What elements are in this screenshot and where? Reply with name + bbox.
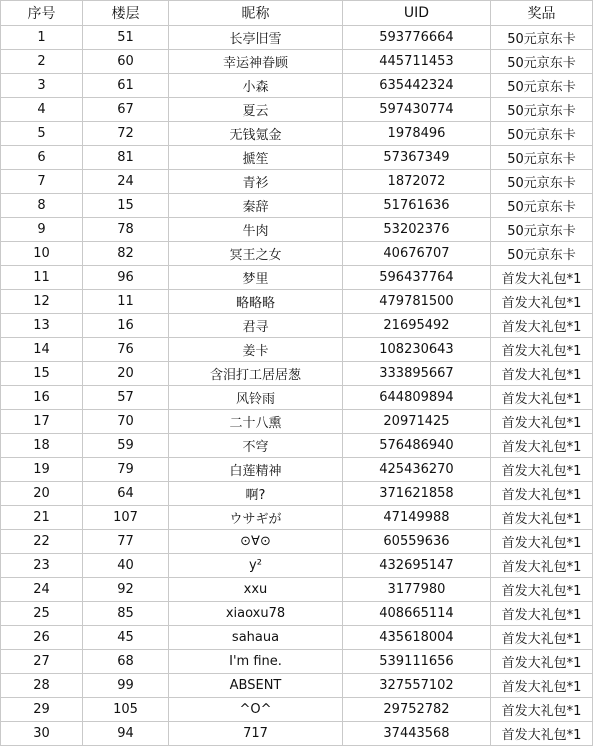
cell-index: 19: [1, 458, 83, 482]
cell-prize: 首发大礼包*1: [491, 698, 593, 722]
cell-uid: 3177980: [343, 578, 491, 602]
cell-nickname: 青衫: [169, 170, 343, 194]
table-row: [1, 578, 593, 602]
cell-nickname: I'm fine.: [169, 650, 343, 674]
table-row: [1, 530, 593, 554]
table-header: [1, 1, 593, 26]
cell-uid: 1978496: [343, 122, 491, 146]
header-prize: 奖品: [491, 1, 593, 26]
cell-prize: 50元京东卡: [491, 122, 593, 146]
cell-nickname: ^O^: [169, 698, 343, 722]
cell-floor: 92: [83, 578, 169, 602]
cell-nickname: 风铃雨: [169, 386, 343, 410]
cell-floor: 45: [83, 626, 169, 650]
cell-index: 22: [1, 530, 83, 554]
cell-uid: 29752782: [343, 698, 491, 722]
cell-uid: 644809894: [343, 386, 491, 410]
table-row: [1, 122, 593, 146]
cell-index: 24: [1, 578, 83, 602]
cell-index: 29: [1, 698, 83, 722]
cell-prize: 50元京东卡: [491, 170, 593, 194]
cell-uid: 593776664: [343, 26, 491, 50]
cell-prize: 首发大礼包*1: [491, 410, 593, 434]
cell-floor: 85: [83, 602, 169, 626]
cell-floor: 79: [83, 458, 169, 482]
cell-prize: 50元京东卡: [491, 218, 593, 242]
cell-prize: 首发大礼包*1: [491, 578, 593, 602]
table-row: [1, 722, 593, 746]
cell-floor: 57: [83, 386, 169, 410]
cell-uid: 596437764: [343, 266, 491, 290]
table-row: [1, 410, 593, 434]
header-uid: UID: [343, 1, 491, 26]
cell-floor: 51: [83, 26, 169, 50]
cell-floor: 15: [83, 194, 169, 218]
cell-prize: 50元京东卡: [491, 26, 593, 50]
cell-prize: 首发大礼包*1: [491, 482, 593, 506]
cell-index: 6: [1, 146, 83, 170]
cell-uid: 53202376: [343, 218, 491, 242]
cell-prize: 首发大礼包*1: [491, 554, 593, 578]
cell-prize: 50元京东卡: [491, 98, 593, 122]
cell-uid: 37443568: [343, 722, 491, 746]
cell-index: 12: [1, 290, 83, 314]
cell-floor: 60: [83, 50, 169, 74]
table-row: [1, 74, 593, 98]
cell-index: 26: [1, 626, 83, 650]
table-row: [1, 674, 593, 698]
cell-index: 17: [1, 410, 83, 434]
cell-floor: 107: [83, 506, 169, 530]
cell-uid: 432695147: [343, 554, 491, 578]
cell-prize: 50元京东卡: [491, 74, 593, 98]
cell-nickname: 长亭旧雪: [169, 26, 343, 50]
cell-index: 25: [1, 602, 83, 626]
cell-floor: 24: [83, 170, 169, 194]
table-row: [1, 458, 593, 482]
cell-index: 28: [1, 674, 83, 698]
cell-floor: 96: [83, 266, 169, 290]
cell-prize: 首发大礼包*1: [491, 722, 593, 746]
cell-index: 21: [1, 506, 83, 530]
cell-floor: 99: [83, 674, 169, 698]
cell-nickname: ABSENT: [169, 674, 343, 698]
table-row: [1, 314, 593, 338]
cell-uid: 1872072: [343, 170, 491, 194]
table-row: [1, 698, 593, 722]
cell-floor: 105: [83, 698, 169, 722]
cell-nickname: 幸运神眷顾: [169, 50, 343, 74]
cell-index: 5: [1, 122, 83, 146]
cell-nickname: 无钱氪金: [169, 122, 343, 146]
table-row: [1, 338, 593, 362]
header-row: [1, 1, 593, 26]
cell-prize: 首发大礼包*1: [491, 650, 593, 674]
table-row: [1, 50, 593, 74]
cell-uid: 333895667: [343, 362, 491, 386]
cell-index: 14: [1, 338, 83, 362]
cell-floor: 72: [83, 122, 169, 146]
cell-uid: 576486940: [343, 434, 491, 458]
cell-nickname: 姜卡: [169, 338, 343, 362]
cell-index: 7: [1, 170, 83, 194]
cell-prize: 首发大礼包*1: [491, 674, 593, 698]
cell-uid: 40676707: [343, 242, 491, 266]
cell-uid: 21695492: [343, 314, 491, 338]
cell-index: 1: [1, 26, 83, 50]
cell-uid: 51761636: [343, 194, 491, 218]
table-row: [1, 98, 593, 122]
table-row: [1, 602, 593, 626]
cell-index: 20: [1, 482, 83, 506]
cell-index: 27: [1, 650, 83, 674]
cell-uid: 425436270: [343, 458, 491, 482]
cell-uid: 635442324: [343, 74, 491, 98]
cell-floor: 11: [83, 290, 169, 314]
cell-prize: 50元京东卡: [491, 194, 593, 218]
cell-uid: 327557102: [343, 674, 491, 698]
cell-nickname: 君寻: [169, 314, 343, 338]
table-row: [1, 434, 593, 458]
cell-index: 13: [1, 314, 83, 338]
cell-index: 9: [1, 218, 83, 242]
table-row: [1, 170, 593, 194]
cell-prize: 首发大礼包*1: [491, 626, 593, 650]
cell-index: 4: [1, 98, 83, 122]
table-row: [1, 506, 593, 530]
cell-prize: 首发大礼包*1: [491, 602, 593, 626]
cell-uid: 479781500: [343, 290, 491, 314]
cell-prize: 首发大礼包*1: [491, 266, 593, 290]
cell-uid: 597430774: [343, 98, 491, 122]
cell-nickname: 牛肉: [169, 218, 343, 242]
cell-index: 30: [1, 722, 83, 746]
cell-floor: 78: [83, 218, 169, 242]
cell-floor: 61: [83, 74, 169, 98]
cell-floor: 16: [83, 314, 169, 338]
cell-prize: 50元京东卡: [491, 50, 593, 74]
cell-nickname: sahaua: [169, 626, 343, 650]
cell-uid: 408665114: [343, 602, 491, 626]
cell-nickname: ウサギが: [169, 506, 343, 530]
cell-prize: 50元京东卡: [491, 242, 593, 266]
cell-uid: 445711453: [343, 50, 491, 74]
cell-prize: 首发大礼包*1: [491, 314, 593, 338]
cell-floor: 40: [83, 554, 169, 578]
cell-nickname: 717: [169, 722, 343, 746]
cell-nickname: 啊?: [169, 482, 343, 506]
table-row: [1, 386, 593, 410]
cell-floor: 94: [83, 722, 169, 746]
cell-floor: 59: [83, 434, 169, 458]
cell-floor: 82: [83, 242, 169, 266]
cell-index: 18: [1, 434, 83, 458]
cell-index: 11: [1, 266, 83, 290]
cell-prize: 首发大礼包*1: [491, 386, 593, 410]
table-row: [1, 26, 593, 50]
cell-prize: 首发大礼包*1: [491, 434, 593, 458]
cell-nickname: 冥王之女: [169, 242, 343, 266]
table-row: [1, 482, 593, 506]
cell-nickname: 二十八熏: [169, 410, 343, 434]
header-index: 序号: [1, 1, 83, 26]
cell-prize: 首发大礼包*1: [491, 338, 593, 362]
cell-nickname: 略略略: [169, 290, 343, 314]
cell-index: 2: [1, 50, 83, 74]
table-body: [1, 26, 593, 746]
table-row: [1, 194, 593, 218]
cell-nickname: ⊙∀⊙: [169, 530, 343, 554]
table-row: [1, 218, 593, 242]
cell-prize: 首发大礼包*1: [491, 362, 593, 386]
cell-floor: 20: [83, 362, 169, 386]
table-row: [1, 554, 593, 578]
table-row: [1, 290, 593, 314]
cell-uid: 60559636: [343, 530, 491, 554]
cell-floor: 68: [83, 650, 169, 674]
cell-index: 3: [1, 74, 83, 98]
cell-nickname: xxu: [169, 578, 343, 602]
cell-nickname: 夏云: [169, 98, 343, 122]
cell-nickname: 搋笙: [169, 146, 343, 170]
cell-nickname: 含泪打工居居葱: [169, 362, 343, 386]
cell-nickname: xiaoxu78: [169, 602, 343, 626]
cell-nickname: 秦辞: [169, 194, 343, 218]
cell-floor: 76: [83, 338, 169, 362]
cell-floor: 67: [83, 98, 169, 122]
cell-prize: 首发大礼包*1: [491, 458, 593, 482]
cell-index: 15: [1, 362, 83, 386]
table-row: [1, 146, 593, 170]
cell-uid: 20971425: [343, 410, 491, 434]
cell-floor: 81: [83, 146, 169, 170]
header-floor: 楼层: [83, 1, 169, 26]
cell-floor: 64: [83, 482, 169, 506]
cell-uid: 47149988: [343, 506, 491, 530]
cell-prize: 50元京东卡: [491, 146, 593, 170]
table-row: [1, 362, 593, 386]
table-row: [1, 626, 593, 650]
cell-index: 8: [1, 194, 83, 218]
table-row: [1, 242, 593, 266]
cell-floor: 70: [83, 410, 169, 434]
cell-nickname: 不穹: [169, 434, 343, 458]
cell-prize: 首发大礼包*1: [491, 506, 593, 530]
cell-index: 10: [1, 242, 83, 266]
cell-nickname: 梦里: [169, 266, 343, 290]
table-row: [1, 266, 593, 290]
cell-nickname: 小森: [169, 74, 343, 98]
header-nickname: 昵称: [169, 1, 343, 26]
cell-floor: 77: [83, 530, 169, 554]
cell-uid: 539111656: [343, 650, 491, 674]
cell-prize: 首发大礼包*1: [491, 530, 593, 554]
cell-uid: 371621858: [343, 482, 491, 506]
cell-uid: 108230643: [343, 338, 491, 362]
cell-nickname: 白莲精神: [169, 458, 343, 482]
cell-uid: 435618004: [343, 626, 491, 650]
cell-nickname: y²: [169, 554, 343, 578]
cell-index: 16: [1, 386, 83, 410]
cell-uid: 57367349: [343, 146, 491, 170]
cell-index: 23: [1, 554, 83, 578]
table-row: [1, 650, 593, 674]
cell-prize: 首发大礼包*1: [491, 290, 593, 314]
